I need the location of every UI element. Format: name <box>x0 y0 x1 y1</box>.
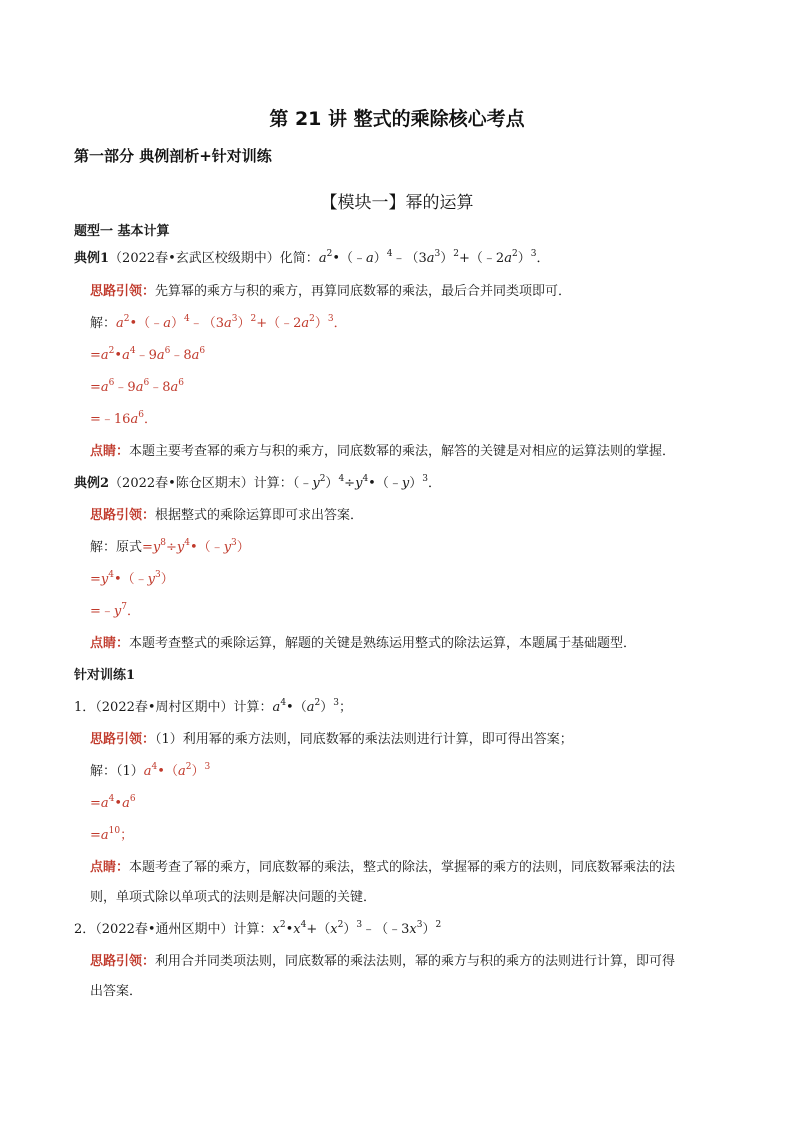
solution-label: 解： <box>90 316 117 331</box>
example-2-source: （2022春•陈仓区期末）计算： <box>109 476 293 491</box>
example-2-expression: $(﹣y^2)^4\div y^4•(﹣y)^3$． <box>292 474 441 491</box>
example-1-solution-line-3: $=a^6﹣9a^6﹣8a^6$ <box>90 378 184 395</box>
question-1-solution-line-2: $=a^4•a^6$ <box>90 794 136 811</box>
example-1-label: 典例1 <box>74 251 110 266</box>
solution-label: 解：（1） <box>90 764 144 779</box>
example-2-point <box>90 636 636 652</box>
example-1-source: （2022春•玄武区校级期中）化简： <box>109 251 319 266</box>
thinking-text: 先算幂的乘方与积的乘方，再算同底数幂的乘法，最后合并同类项即可． <box>155 284 572 299</box>
solution-expression: $=y^8\div y^4•(﹣y^3)$ <box>142 538 250 555</box>
example-2-solution-line-3: $=﹣y^7$． <box>90 602 141 619</box>
example-1-solution-line-2: $=a^2•a^4﹣9a^6﹣8a^6$ <box>90 346 206 363</box>
example-1-solution-line-1 <box>90 316 347 332</box>
example-2-statement <box>74 476 441 492</box>
question-2-number: 2． <box>74 922 96 937</box>
solution-expression: $a^2•(﹣a)^4﹣(3a^3)^2+(﹣2a^2)^3$． <box>116 314 347 331</box>
example-2-solution-line-2: $=y^4•(﹣y^3)$ <box>90 570 174 587</box>
point-label: 点睛： <box>90 860 130 875</box>
example-1-solution-line-4: $=﹣16a^6$． <box>90 410 157 427</box>
question-1-number: 1． <box>74 700 96 715</box>
question-1-solution-line-3: $=a^{10}$； <box>90 826 134 843</box>
thinking-text: （1）利用幂的乘方法则，同底数幂的乘法法则进行计算，即可得出答案； <box>155 732 573 747</box>
question-2-expression: $x^2•x^4+(x^2)^3﹣(﹣3x^3)^2$ <box>272 920 442 937</box>
training-heading: 针对训练1 <box>74 668 136 683</box>
question-1-expression: $a^4•(a^2)^3$； <box>272 698 352 715</box>
thinking-text: 利用合并同类项法则，同底数幂的乘法法则，幂的乘方与积的乘方的法则进行计算，即可得 <box>155 954 676 969</box>
page-title: 第 21 讲 整式的乘除核心考点 <box>269 108 525 130</box>
part-heading: 第一部分 典例剖析+针对训练 <box>74 147 272 165</box>
question-1-source: （2022春•周村区期中）计算： <box>95 700 273 715</box>
solution-label: 解：原式 <box>90 540 143 555</box>
thinking-text: 根据整式的乘除运算即可求出答案． <box>155 508 364 523</box>
question-2-source: （2022春•通州区期中）计算： <box>95 922 273 937</box>
example-1-point <box>90 444 675 460</box>
question-1-point-line-1 <box>90 860 675 876</box>
thinking-label: 思路引领： <box>90 284 156 299</box>
question-2-thinking-line-1 <box>90 954 675 970</box>
question-1-solution-line-1 <box>90 764 210 780</box>
example-2-label: 典例2 <box>74 476 110 491</box>
point-text: 本题主要考查幂的乘方与积的乘方，同底数幂的乘法，解答的关键是对相应的运算法则的掌握． <box>129 444 676 459</box>
point-label: 点睛： <box>90 444 130 459</box>
question-2-thinking-line-2: 出答案． <box>90 984 143 999</box>
example-2-solution-line-1 <box>90 540 250 556</box>
point-text: 本题考查了幂的乘方，同底数幂的乘法，整式的除法，掌握幂的乘方的法则，同底数幂乘法的法 <box>129 860 676 875</box>
question-1-point-line-2: 则，单项式除以单项式的法则是解决问题的关键． <box>90 890 377 905</box>
example-1-statement <box>74 251 549 267</box>
thinking-label: 思路引领： <box>90 732 156 747</box>
example-2-thinking <box>90 508 363 524</box>
question-type-heading: 题型一 基本计算 <box>74 224 170 239</box>
thinking-label: 思路引领： <box>90 954 156 969</box>
example-1-expression: $a^2•(﹣a)^4﹣(3a^3)^2+(﹣2a^2)^3$． <box>318 249 550 266</box>
question-1-statement <box>74 700 352 716</box>
example-1-thinking <box>90 284 571 300</box>
question-1-thinking <box>90 732 573 748</box>
thinking-label: 思路引领： <box>90 508 156 523</box>
point-label: 点睛： <box>90 636 130 651</box>
module-heading: 【模块一】幂的运算 <box>320 193 474 213</box>
point-text: 本题考查整式的乘除运算，解题的关键是熟练运用整式的除法运算，本题属于基础题型． <box>129 636 637 651</box>
question-2-statement <box>74 922 441 938</box>
solution-expression: $a^4•(a^2)^3$ <box>143 762 211 779</box>
